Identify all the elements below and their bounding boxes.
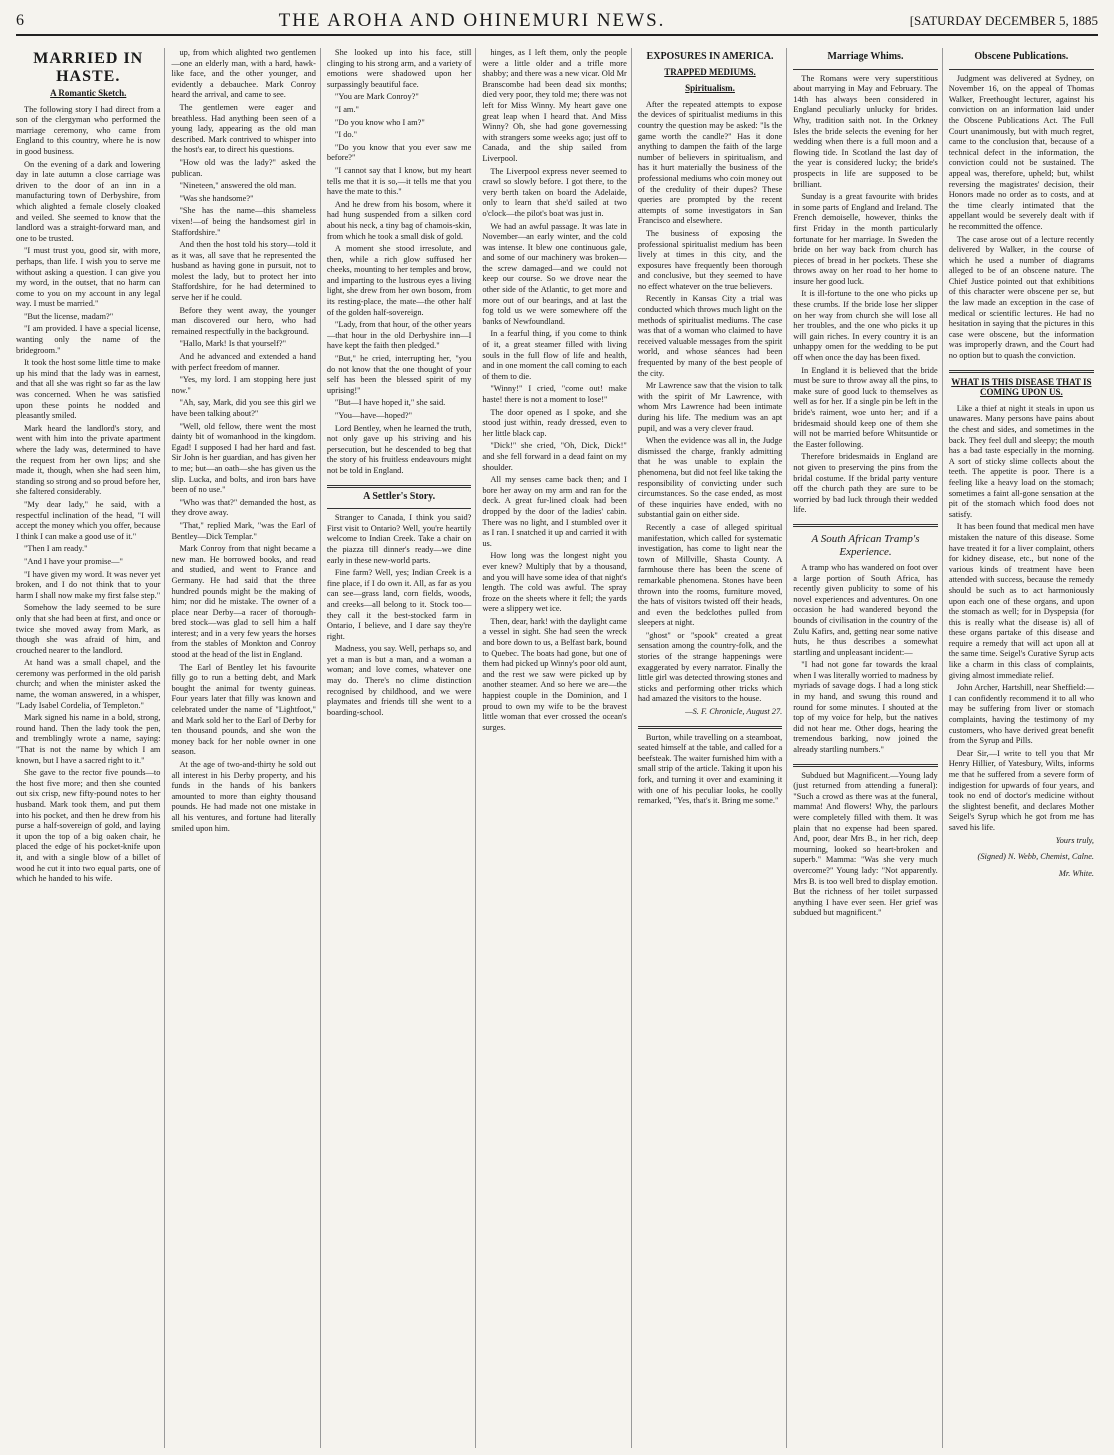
subhead-spiritualism: Spiritualism. — [685, 83, 735, 94]
paragraph: hinges, as I left them, only the people were a little older and a trifle more shabby; and there was a new vicar. Old Mr Branscombe had been dead six months; died very poor, they told me; there was not left for Miss Winny. My heart gave one great leap when I heard that. And Miss Winny? Oh, she had gone governessing with strangers some weeks ago; just off to Canada, and the ship sailed from Liverpool. — [482, 48, 627, 163]
paragraph: "ghost" or "spook" created a great sensation among the country-folk, and the stories of the strange happenings were exaggerated by every narrator. Finally the little girl was detected throwing stones and sticks and performing other tricks which had amazed the visitors to the house. — [637, 630, 783, 704]
headline-marriage-whims: Marriage Whims. — [827, 51, 904, 62]
paragraph: "I cannot say that I know, but my heart tells me that it is so,—it tells me that you have the mate to this." — [326, 165, 472, 197]
paragraph: All my senses came back then; and I bore her away on my arm and ran for the deck. A great fur-lined cloak had been dropped by the door of the ladies' cabin. There was no light, and I stumbled over it as I ran. I snatched it up and carried it with us. — [482, 475, 627, 548]
column-6 — [793, 48, 942, 1448]
paragraph: Fine farm? Well, yes; Indian Creek is a fine place, if I do own it. All, as far as you can see—grass land, corn fields, woods, and creeks—all belong to it. Stock too—they call it the best-stocked farm in Ontario, I believe, and I dare say they're right. — [326, 568, 472, 641]
paragraph: "And I have your promise—" — [24, 556, 123, 566]
paragraph: It is ill-fortune to the one who picks up these crumbs. If the bride lose her slipper on her way from church she will lose all her troubles, and the one who picks it up will gain riches. In every country it is an unhappy omen for the wedding to be put off when once the day has been fixed. — [793, 289, 938, 363]
source-credit: —S. F. Chronicle, August 27. — [685, 707, 783, 717]
paragraph: "But," he cried, interrupting her, "you do not know that the one thought of your self has been the blessed spirit of my uprising!" — [326, 354, 472, 395]
paragraph: The Liverpool express never seemed to crawl so slowly before. I got there, to the very berth taken on board the Adelaide, only to learn that she'd sailed at two o'clock—the pilot's boat was just in. — [482, 166, 627, 218]
paragraph: When the evidence was all in, the Judge dismissed the charge, frankly admitting that he was unable to explain the phenomena, but did not feel like taking the responsibility of convicting under such circumstances. So the case ended, as most of these inquiries have ended, with no substantial gain on either side. — [637, 436, 783, 520]
paragraph: Somehow the lady seemed to be sure only that she had been at first, and once or twice she moved away from Mark, as though she was afraid of him, and crouched nearer to the landlord. — [16, 603, 161, 655]
masthead — [16, 8, 1098, 36]
paragraph: The Romans were very superstitious about marrying in May and February. The 14th has always been considered in England peculiarly unlucky for brides. Why, tradition saith not. In the Orkney Isles the bride selects the evening for her wedding when there is a full moon and a flowing tide. In Scotland the last day of the year is considered lucky; the bride's prospects in life are supposed to be brilliant. — [793, 73, 938, 189]
paragraph: Sunday is a great favourite with brides in some parts of England and Ireland. The French demoiselle, however, thinks the first Friday in the month particularly fortunate for her marriage. In Sweden the bride on her way back from church has pieces of bread in her pockets. These she throws away on her road to her home to insure her good luck. — [793, 192, 938, 286]
headline-disease: WHAT IS THIS DISEASE THAT IS COMING UPON US. — [951, 376, 1092, 398]
paragraph: "Well, old fellow, there went the most dainty bit of womanhood in the kingdom. Egad! I supposed I had her hard and fast. Sir John is her guardian, and has given her to me; but—an oath—she has given us the slip. Lucka, and bolts, and iron bars have been of no use." — [171, 421, 316, 495]
page-number: 6 — [16, 12, 24, 29]
paragraph: On the evening of a dark and lowering day in late autumn a close carriage was driven to the door of an inn in a manufacturing town of Derbyshire, from which alighted a female closely cloaked and veiled. She seemed to know that the landlord was a straight-forward man, and one to be trusted. — [16, 159, 161, 243]
paragraph: up, from which alighted two gentlemen—one an elderly man, with a hard, hawk-like face, and the other younger, and evidently a debauchee. Mark Conroy heard the arrival, and came to see. — [171, 48, 316, 100]
paragraph: "I am." — [334, 104, 359, 114]
paragraph: "I am provided. I have a special license, wanting only the name of the bridegroom." — [16, 324, 161, 355]
paragraph: The business of exposing the professional spiritualist medium has been lively at times in this city, and the exposures have frequently been thorough and conclusive, but they seemed to have no effect whatever on the true believers. — [637, 228, 783, 291]
headline-obscene-publications: Obscene Publications. — [974, 51, 1069, 62]
paragraph: "But—I have hoped it," she said. — [334, 398, 446, 408]
paragraph: Mark signed his name in a bold, strong, round hand. Then the lady took the pen, and tremblingly wrote a name, saying: "That is not the name by which I am known, but I have a sacred right to it." — [16, 713, 161, 765]
paragraph: A tramp who has wandered on foot over a large portion of South Africa, has recently given publicity to some of his novel experiences and adventures. On one occasion he had wandered beyond the bounds of civilisation in the country of the Zulu Kafirs, and, getting near some native huts, he thus describes a somewhat startling and unpleasant incident:— — [793, 562, 938, 657]
signoff-signed: (Signed) N. Webb, Chemist, Calne. — [977, 852, 1095, 862]
paragraph: "Lady, from that hour, of the other years—that hour in the old Derbyshire inn—I have kept the faith then pledged." — [326, 320, 472, 351]
paragraph: Mark heard the landlord's story, and went with him into the private apartment where the lady was, determined to have the request from her own lips; and she made it, though, when she had seen him, standing so strong and so proud before her, she faltered considerably. — [16, 423, 161, 497]
paragraph: Subdued but Magnificent.—Young lady (just returned from attending a funeral): "Such a crowd as there was at the funeral, mamma! And flowers! Why, the parlours were completely filled with them. It was plain that no expense had been spared. And, poor, dear Mrs B., in her rich, deep mourning, looked so heart-broken and superb." Mamma: "Was she very much overcome?" Young lady: "Not apparently. Mrs B. is too well bred to display emotion. But the richness of her toilet surpassed anything I have ever seen. Her grief was subdued but magnificent." — [793, 770, 938, 918]
paragraph: And he advanced and extended a hand with perfect freedom of manner. — [171, 352, 316, 372]
paragraph: "Then I am ready." — [24, 544, 88, 554]
paragraph: "Do you know that you ever saw me before?" — [326, 142, 472, 163]
paragraph: "Winny!" I cried, "come out! make haste! there is not a moment to lose!" — [482, 384, 627, 404]
paragraph: Before they went away, the younger man discovered our hero, who had remained respectfully in the background. — [171, 305, 316, 336]
paragraph: "I had not gone far towards the kraal when I was literally worried to madness by myriads of savage dogs. I had a long stick in my hand, and swung this round and round for some minutes. I shouted at the top of my voice for help, but the natives did not hear me. Other dogs, hearing the tremendous barking, now joined the already startling numbers." — [793, 660, 938, 755]
column-2 — [171, 48, 320, 1448]
paragraph: "Who was that?" demanded the host, as they drove away. — [171, 497, 316, 518]
paragraph: "Ah, say, Mark, did you see this girl we have been talking about?" — [171, 398, 316, 418]
paragraph: At hand was a small chapel, and the ceremony was performed in the old parish church; and when the minister asked the name, the woman answered, in a whisper, "Lady Isabel Cordelia, of Templeton." — [16, 658, 161, 710]
paragraph: "Was she handsome?" — [179, 193, 254, 203]
paragraph: In England it is believed that the bride must be sure to throw away all the pins, to make sure of good luck to themselves as well as for her. If a single pin be left in the bride's raiment, woe unto her; and if a bridesmaid should keep one of them she will not be married before Whitsuntide or the Easter following. — [793, 365, 938, 449]
paragraph: Then, dear, hark! with the daylight came a vessel in sight. She had seen the wreck and bore down to us, a Belfast bark, bound to Quebec. The boats had gone, but one of them had picked up Winny's poor old aunt, and the rest we saw were picked up by another steamer. And so here we are—the happiest couple in the Dominion, and I proud to own my wife to be the bravest little woman that ever crossed the ocean's surges. — [482, 616, 627, 732]
paragraph: "But the license, madam?" — [24, 311, 114, 321]
paragraph: Lord Bentley, when he learned the truth, not only gave up his striving and his persecution, but he descended to beg that the story of his fruitless endeavours might not be told in England. — [326, 423, 472, 475]
column-7 — [949, 48, 1098, 1448]
paragraph: "I do." — [334, 130, 358, 140]
paragraph: Madness, you say. Well, perhaps so, and yet a man is but a man, and a woman a woman; and love comes, whatever one may do. There's no clime distinction recognised by childhood, and we were playmates and friends till she went to a boarding-school. — [326, 644, 472, 717]
paragraph: John Archer, Hartshill, near Sheffield:—I can confidently recommend it to all who may be suffering from liver or stomach complaints, having the testimony of my customers, who have derived great benefit from the Syrup and Pills. — [948, 683, 1095, 746]
paragraph: "I have given my word. It was never yet broken, and I do not think that to your harm I shall now make my first false step." — [16, 569, 161, 600]
paragraph: She gave to the rector five pounds—to the host five more; and then she counted out six crisp, new fifty-pound notes to her husband. Mark took them, and put them into his pocket, and then he drew from his purse a half-sovereign of gold, and laying it upon the top of a big oaken chair, he placed the edge of his pocket-knife upon it, and with a single blow of a billet of wood he cut it into two equal parts, one of which he handed to his wife. — [16, 768, 161, 884]
paragraph: "You are Mark Conroy?" — [334, 92, 419, 102]
paragraph: A moment she stood irresolute, and then, while a rich glow suffused her cheeks, mounting to her temples and brow, and imparting to the lustrous eyes a living light, she drew from her own bosom, from its resting-place, the mate—the other half of the golden half-sovereign. — [326, 244, 472, 317]
paragraph: "Do you know who I am?" — [334, 117, 425, 127]
paragraph: Judgment was delivered at Sydney, on November 16, on the appeal of Thomas Walker, Freethought lecturer, against his conviction on an information laid under the Obscene Publications Act. The Full Court unanimously, but with much regret, came to the conclusion that, because of a technical defect in the information, the conviction could not be sustained. The appeal was, therefore, upheld; but, whilst reversing the magistrates' decision, their Honors made no order as to costs, and at the time clearly intimated that the appellant would be severely dealt with if he recommitted the offence. — [948, 73, 1095, 231]
paragraph: Like a thief at night it steals in upon us unawares. Many persons have pains about the chest and sides, and sometimes in the back. They feel dull and sleepy; the mouth has a bad taste especially in the morning. A sort of sticky slime collects about the teeth. The appetite is poor. There is a feeling like a heavy load on the stomach; sometimes a faint all-gone sensation at the pit of the stomach which food does not satisfy. — [948, 403, 1095, 519]
section-divider — [949, 370, 1094, 373]
paragraph: The door opened as I spoke, and she stood just within, ready dressed, even to her little black cap. — [482, 407, 627, 438]
column-4 — [482, 48, 631, 1448]
section-divider — [327, 485, 471, 488]
section-rule — [949, 69, 1094, 70]
paragraph: How long was the longest night you ever knew? Multiply that by a thousand, and you will have some idea of that night's length. The cold was awful. The spray froze on the sheets where it fell; the yards were a slippery wet ice. — [482, 551, 627, 614]
issue-date: [SATURDAY DECEMBER 5, 1885 — [909, 13, 1098, 28]
column-1 — [16, 48, 165, 1448]
paragraph: The gentlemen were eager and breathless. Had anything been seen of a young lady, appearing as the old man described. Mark contrived to whisper into the host's ear, to direct his questions. — [171, 102, 316, 155]
signoff-name: Mr. White. — [1058, 868, 1095, 878]
paragraph: The following story I had direct from a son of the clergyman who performed the marriage ceremony, who came from England to this country, where he is now in good business. — [16, 104, 161, 156]
column-5 — [638, 48, 787, 1448]
paragraph: She looked up into his face, still clinging to his strong arm, and a variety of emotions were shadowed upon her surpassingly beautiful face. — [326, 48, 472, 89]
paragraph: "Nineteen," answered the old man. — [179, 181, 297, 191]
paragraph: "Yes, my lord. I am stopping here just now." — [171, 375, 316, 395]
section-rule — [793, 69, 937, 70]
paragraph: "How old was the lady?" asked the publican. — [171, 157, 316, 178]
paragraph: And he drew from his bosom, where it had hung suspended from a silken cord about his neck, a tiny bag of chamois-skin, from which he took a small disk of gold. — [326, 199, 472, 241]
paragraph: Mr Lawrence saw that the vision to talk with the spirit of Mr Lawrence, with whom Mrs Lawrence had been intimate during his life. The medium was an apt pupil, and was a very clever fraud. — [637, 381, 783, 433]
section-divider — [793, 764, 937, 767]
paragraph: Recently a case of alleged spiritual manifestation, which called for systematic investigation, has come to light near the town of Millville, Shasta County. A farmhouse there has been the scene of remarkable phenomena. Stones have been thrown into the rooms, furniture moved, the hats of visitors twisted off their heads, and even the bedclothes pulled from sleepers at night. — [637, 522, 783, 628]
paragraph: "Dick!" she cried, "Oh, Dick, Dick!" and she fell forward in a dead faint on my shoulder. — [482, 441, 627, 472]
headline-married-in-haste: MARRIED IN HASTE. — [33, 50, 144, 85]
paragraph: "My dear lady," he said, with a respectful inclination of the head, "I will accept the money which you offer, because I think I can make a good use of it." — [16, 499, 161, 541]
paragraph: Recently in Kansas City a trial was conducted which throws much light on the methods of spiritualist mediums. The case was that of a woman who claimed to have received valuable messages from the spirit world, and whose séances had been frequented by many of the best people of the city. — [637, 294, 783, 378]
section-divider — [793, 524, 937, 527]
newspaper-columns — [16, 48, 1098, 1448]
paragraph: "You—have—hoped?" — [334, 411, 413, 420]
headline-settlers-story: A Settler's Story. — [363, 490, 436, 502]
paragraph: "That," replied Mark, "was the Earl of Bentley—Dick Templar." — [171, 520, 316, 541]
paragraph: And then the host told his story—told it as it was, all save that he represented the husband as having gone in pursuit, not to molest the lady, but to protect her into Staffordshire, for he had determined to serve her if he could. — [171, 240, 316, 303]
paragraph: Therefore bridesmaids in England are not given to preserving the pins from the bridal costume. If the bridal party venture off the church path they are sure to be worried by bad luck through their wedded life. — [793, 452, 938, 515]
paragraph: Stranger to Canada, I think you said? First visit to Ontario? Well, you're heartily welcome to Indian Creek. Take a chair on the piazza till dinner's ready—we dine early in these new-world parts. — [326, 513, 472, 565]
paragraph: Mark Conroy from that night became a new man. He borrowed books, and read and studied, and went to France and Germany. He had said that the three hundred pounds might be the making of him; nor did he mistake. The owner of a place near Derby—a racer of thorough-bred stock—was glad to sell him a half interest; and in a very few years the horses from the stables of Monkton and Conroy stood at the head of the list in England. — [171, 544, 316, 660]
section-rule — [327, 508, 471, 509]
paragraph: "Hallo, Mark! Is that yourself?" — [179, 339, 287, 349]
section-divider — [638, 726, 782, 729]
newspaper-title: THE AROHA AND OHINEMURI NEWS. — [278, 10, 666, 31]
paragraph: At the age of two-and-thirty he sold out all interest in his Derby property, and his funds in the hands of his bankers amounted to more than eighty thousand pounds. He had made not one mistake in all his ventures, and fortune had literally smiled upon him. — [171, 760, 316, 833]
paragraph: Burton, while travelling on a steamboat, seated himself at the table, and called for a beefsteak. The waiter furnished him with a small strip of the article. Taking it upon his fork, and turning it over and examining it with one of his peculiar looks, he coolly remarked, "Yes, that's it. Bring me some." — [637, 732, 783, 806]
headline-south-african-tramp: A South African Tramp's Experience. — [811, 532, 920, 558]
paragraph: We had an awful passage. It was late in November—an early winter, and the cold was intense. It blew one continuous gale, and some of our machinery was broken—the screw damaged—and we could not keep our course. So we drove near the other side of the Atlantic, to get more and more out of our bearings, and at last the fog told us we were somewhere off the banks of Newfoundland. — [482, 221, 627, 326]
paragraph: The case arose out of a lecture recently delivered by Walker, in the course of which he used a number of diagrams alleged to be of an obscene nature. The Chief Justice pointed out that exhibitions of this character were obscene per se, but the law made an exception in the case of medical or scientific lectures. He had no hesitation in saying that the pictures in this case were obscene, but the information was improperly drawn, and the Court had no option but to quash the conviction. — [948, 234, 1095, 361]
paragraph: "I must trust you, good sir, with more, perhaps, than life. I wish you to serve me without asking a question. I can give you my word, in the outset, that no harm can come to you on my account in any legal way. I must be married." — [16, 246, 161, 309]
signoff: Yours truly, — [1055, 835, 1095, 845]
column-3 — [327, 48, 476, 1448]
paragraph: Dear Sir,—I write to tell you that Mr Henry Hillier, of Yatesbury, Wilts, informs me that he suffered from a severe form of indigestion for upwards of four years, and took no end of doctor's medicine without the slightest benefit, and declares Mother Seigel's Syrup which he got from me has saved his life. — [948, 748, 1095, 832]
paragraph: "She has the name—this shameless vixen!—of being the handsomest girl in Staffordshire." — [171, 206, 316, 237]
paragraph: It has been found that medical men have mistaken the nature of this disease. Some have treated it for a liver complaint, others for kidney disease, etc., but none of the various kinds of treatment have been attended with success, because the remedy should be such as to act harmoniously upon each one of these organs, and upon the stomach as well; for in Dyspepsia (for this is really what the disease is) all of these organs partake of this disease and require a remedy that will act upon all at the same time. Seigel's Curative Syrup acts like a charm in this class of complaints, giving almost immediate relief. — [948, 522, 1095, 680]
paragraph: The Earl of Bentley let his favourite filly go to run a betting debt, and Mark bought the animal for twenty guineas. Four years later that filly was known and celebrated under the name of "Lightfoot," and Mark sold her to the Earl of Derby for ten thousand pounds, and she won the money back for her noble owner in one season. — [171, 662, 316, 757]
paragraph: After the repeated attempts to expose the devices of spiritualist mediums in this country the question may be asked: "Is the game worth the candle?" Has it done anything to dampen the faith of the large number of believers in spiritualism, and has it hurt materially the business of the professional mediums who coin money out of the credulity of their dupes? These queries are prompted by the recent attempts of some investigators in San Francisco and elsewhere. — [637, 99, 783, 226]
subhead-trapped-mediums: TRAPPED MEDIUMS. — [664, 66, 756, 77]
paragraph: In a fearful thing, if you come to think of it, a great steamer filled with living souls in the full flow of life and health, and in one moment the call coming to each of them to die. — [482, 329, 627, 381]
subhead-romantic-sketch: A Romantic Sketch. — [50, 88, 127, 98]
headline-exposures-in-america: EXPOSURES IN AMERICA. — [646, 51, 774, 62]
paragraph: It took the host some little time to make up his mind that the lady was in earnest, and that all she was right so far as the law was concerned. When he was satisfied upon these points he nodded and pleasantly smiled. — [16, 358, 161, 421]
